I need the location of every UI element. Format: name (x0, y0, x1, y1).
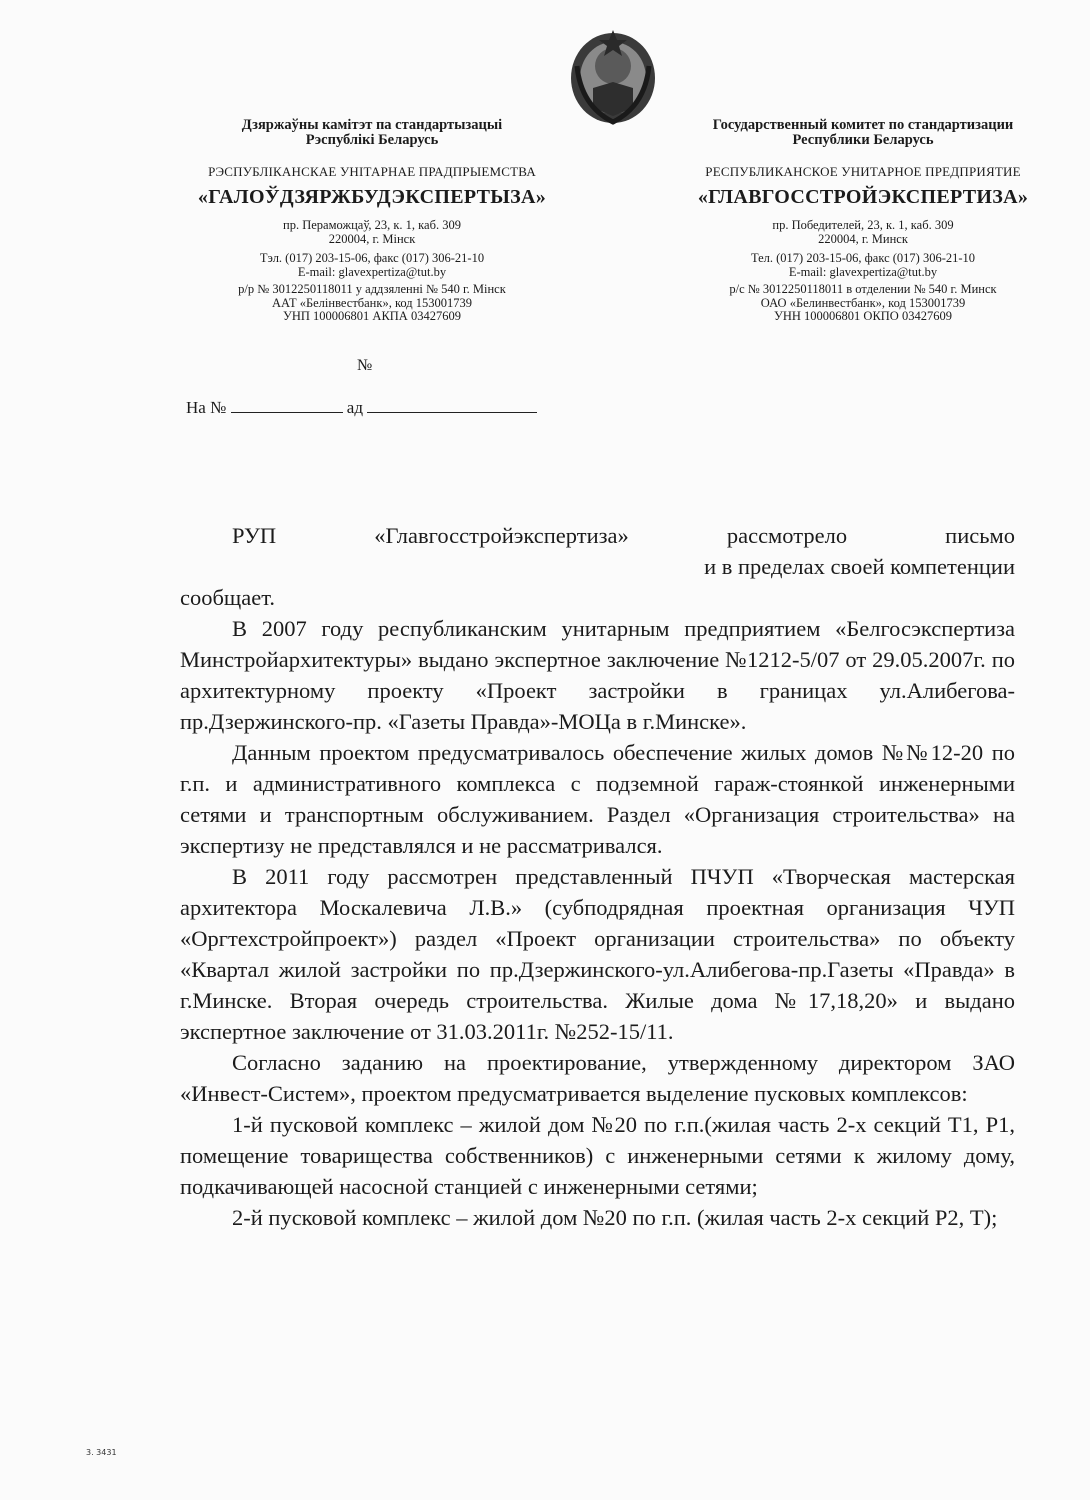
state-emblem-icon (567, 26, 659, 126)
paragraph-intro: РУП «Главгосстройэкспертиза» рассмотрело письмо (232, 523, 1015, 548)
from-label: ад (346, 398, 363, 417)
paragraph-project: Данным проектом предусматривалось обеспечение жилых домов №№12-20 по г.п. и административного комплекса с подземной гараж-стоянкой инженерными сетями и транспортным обслуживанием. Раздел «Организация строительства» на экспертизу не представлялся и не рассматривался. (180, 740, 1015, 858)
form-code: 3. 3431 (86, 1448, 117, 1457)
reference-line (186, 398, 537, 418)
on-number-blank (231, 398, 343, 413)
paragraph-2011: В 2011 году рассмотрен представленный ПЧУП «Творческая мастерская архитектора Москалевича Л.В.» (субподрядная проектная организация ЧУП «Оргтехстройпроект») раздел «Проект организации строительства» по объекту «Квартал жилой застройки по пр.Дзержинского-ул.Алибегова-пр.Газеты «Правда» в г.Минске. Вторая очередь строительства. Жилые дома №17,18,20» и выдано экспертное заключение от 31.03.2011г. №252-15/11. (180, 864, 1015, 1044)
org-kind-by: РЭСПУБЛІКАНСКАЕ УНІТАРНАЕ ПРАДПРЫЕМСТВА (208, 164, 536, 179)
bank-details-by: р/р № 3012250118011 у аддзяленні № 540 г. Мінск ААТ «Белінвестбанк», код 153001739 УНП 100006801 АКПА 03427609 (238, 282, 506, 323)
outgoing-number-label: № (357, 357, 373, 374)
paragraph-complex-1: 1-й пусковой комплекс – жилой дом №20 по г.п.(жилая часть 2-х секций Т1, Р1, помещение товарищества собственников) с инженерными сетями к жилому дому, подкачивающей насосной станцией с инженерными сетями; (180, 1112, 1015, 1199)
paragraph-intro-end: сообщает. (180, 585, 275, 610)
paragraph-2007: В 2007 году республиканским унитарным предприятием «Белгосэкспертиза Минстройархитектуры» выдано экспертное заключение №1212-5/07 от 29.05.2007г. по архитектурному проекту «Проект застройки в границах ул.Алибегова-пр.Дзержинского-пр. «Газеты Правда»-МОЦа в г.Минске». (180, 616, 1015, 734)
org-name-by: «ГАЛОЎДЗЯРЖБУДЭКСПЕРТЫЗА» (197, 186, 547, 208)
letter-body (180, 520, 1015, 1233)
address-by: пр. Пераможцаў, 23, к. 1, каб. 309 220004, г. Мінск (283, 218, 461, 246)
from-date-blank (367, 398, 537, 413)
letterhead-russian (653, 118, 1073, 324)
authority-name-by: Дзяржаўны камітэт па стандартызацыі Рэспублікі Беларусь (241, 117, 503, 148)
paragraph-complex-2: 2-й пусковой комплекс – жилой дом №20 по г.п. (жилая часть 2-х секций Р2, Т); (232, 1205, 998, 1230)
on-number-label: На № (186, 398, 227, 417)
paragraph-intro-cont: и в пределах своей компетенции (704, 554, 1015, 579)
letterhead-belarusian (162, 118, 582, 324)
org-kind-ru: РЕСПУБЛИКАНСКОЕ УНИТАРНОЕ ПРЕДПРИЯТИЕ (705, 164, 1021, 179)
paragraph-assignment: Согласно заданию на проектирование, утвержденному директором ЗАО «Инвест-Систем», проектом предусматривается выделение пусковых комплексов: (180, 1050, 1015, 1106)
contacts-ru: Тел. (017) 203-15-06, факс (017) 306-21-10 E-mail: glavexpertiza@tut.by (750, 251, 976, 279)
address-ru: пр. Победителей, 23, к. 1, каб. 309 220004, г. Минск (772, 218, 954, 246)
org-name-ru: «ГЛАВГОССТРОЙЭКСПЕРТИЗА» (697, 186, 1029, 208)
contacts-by: Тэл. (017) 203-15-06, факс (017) 306-21-10 E-mail: glavexpertiza@tut.by (259, 251, 485, 279)
authority-name-ru: Государственный комитет по стандартизации Республики Беларусь (712, 117, 1014, 148)
bank-details-ru: р/с № 3012250118011 в отделении № 540 г. Минск ОАО «Белинвестбанк», код 153001739 УНН 100006801 ОКПО 03427609 (729, 282, 997, 323)
